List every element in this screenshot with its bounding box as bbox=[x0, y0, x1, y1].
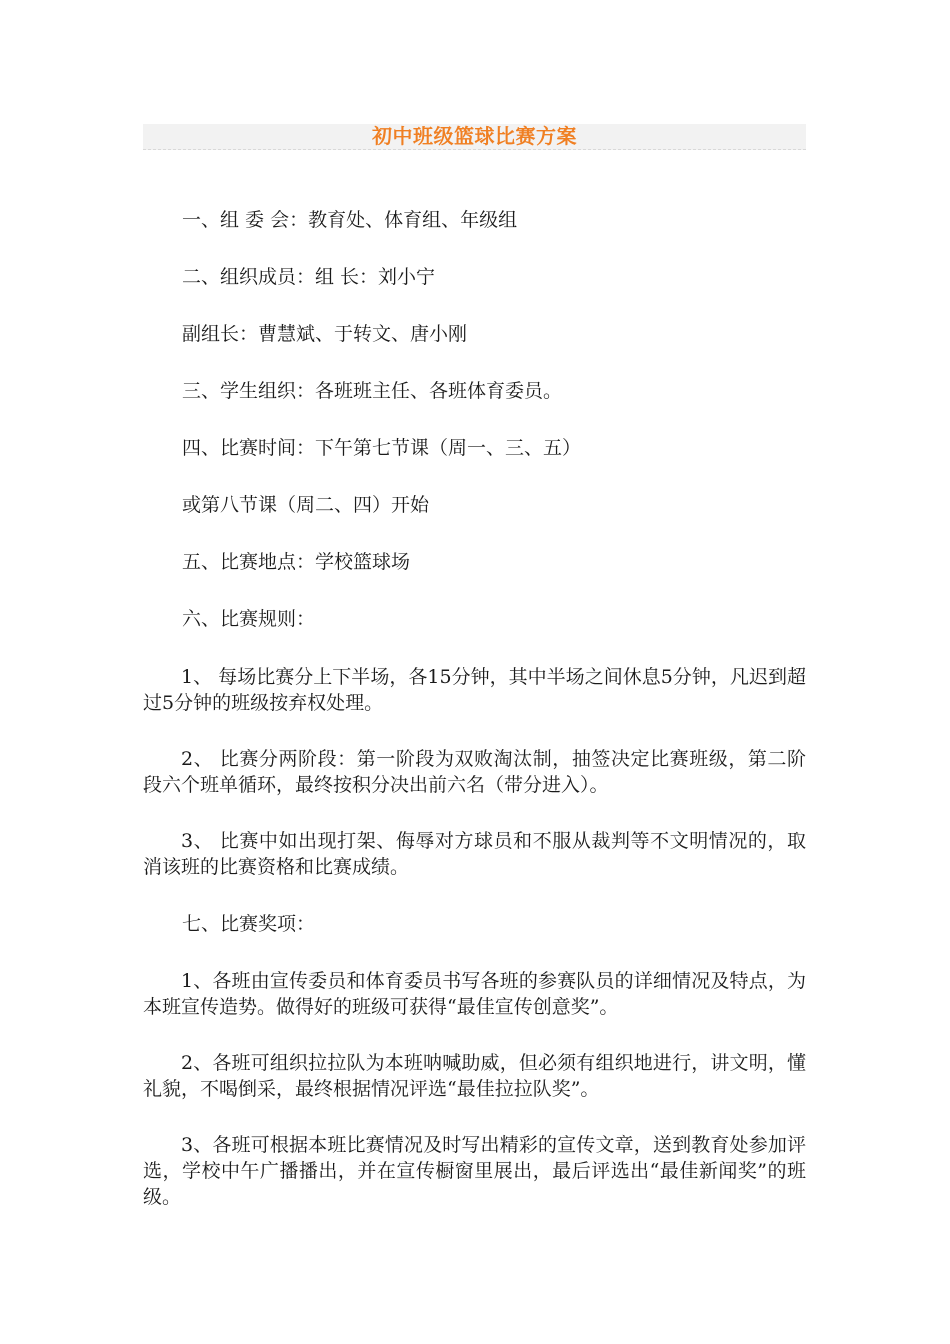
title-banner bbox=[143, 124, 806, 150]
page-title: 初中班级篮球比赛方案 bbox=[372, 124, 577, 148]
match-time-line: 四、比赛时间：下午第七节课（周一、三、五） bbox=[182, 437, 582, 459]
deputy-leaders-line: 副组长：曹慧斌、于转文、唐小刚 bbox=[182, 323, 468, 345]
student-organization-line: 三、学生组织：各班班主任、各班体育委员。 bbox=[182, 380, 563, 402]
organizing-committee-line: 一、组 委 会：教育处、体育组、年级组 bbox=[182, 209, 518, 231]
awards-heading: 七、比赛奖项： bbox=[182, 913, 316, 935]
organization-members-line: 二、组织成员：组 长：刘小宁 bbox=[182, 266, 436, 288]
award-paragraph: 3、各班可根据本班比赛情况及时写出精彩的宣传文章，送到教育处参加评选，学校中午广播播出，并在宣传橱窗里展出，最后评选出“最佳新闻奖”的班级。 bbox=[143, 1134, 806, 1208]
rule-paragraph: 3、 比赛中如出现打架、侮辱对方球员和不服从裁判等不文明情况的，取消该班的比赛资格和比赛成绩。 bbox=[143, 830, 806, 878]
rule-paragraph: 1、 每场比赛分上下半场，各15分钟，其中半场之间休息5分钟，凡迟到超过5分钟的班级按弃权处理。 bbox=[143, 666, 806, 714]
match-time-alt-line: 或第八节课（周二、四）开始 bbox=[182, 494, 430, 516]
rule-paragraph: 2、 比赛分两阶段：第一阶段为双败淘汰制，抽签决定比赛班级，第二阶段六个班单循环，最终按积分决出前六名（带分进入）。 bbox=[143, 748, 806, 796]
rules-heading: 六、比赛规则： bbox=[182, 608, 316, 630]
award-paragraph: 1、各班由宣传委员和体育委员书写各班的参赛队员的详细情况及特点，为本班宣传造势。做得好的班级可获得“最佳宣传创意奖”。 bbox=[143, 970, 806, 1018]
award-paragraph: 2、各班可组织拉拉队为本班呐喊助威，但必须有组织地进行，讲文明，懂礼貌，不喝倒采，最终根据情况评选“最佳拉拉队奖”。 bbox=[143, 1052, 806, 1100]
match-venue-line: 五、比赛地点：学校篮球场 bbox=[182, 551, 411, 573]
